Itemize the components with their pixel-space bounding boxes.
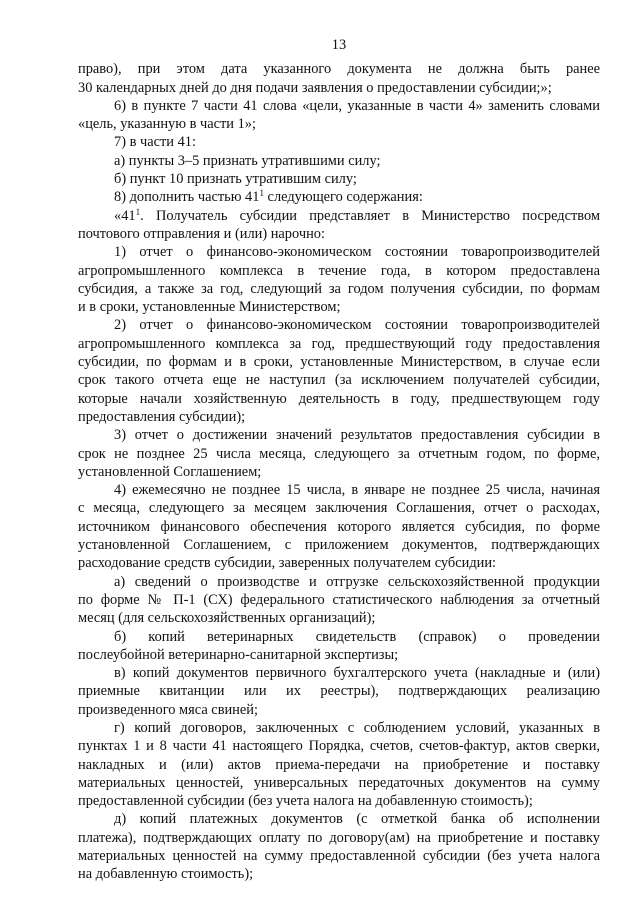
text-line — [78, 829, 600, 847]
text-line-content: агропромышленного комплекса в течение года, в котором предоставлена — [78, 262, 600, 279]
text-line-content: материальных ценностей на сумму предоставленной субсидии (без учета налога — [78, 848, 600, 865]
superscript: 1 — [259, 188, 264, 199]
text-line-content: произведенного мяса свиней; — [78, 701, 258, 718]
text-line — [78, 664, 600, 682]
text-line — [78, 554, 600, 572]
text-line-content: в) копий документов первичного бухгалтерского учета (накладные и (или) — [114, 665, 600, 682]
text-line — [78, 756, 600, 774]
text-line — [78, 97, 600, 115]
text-line — [78, 133, 600, 151]
text-line-content: право), при этом дата указанного документа не должна быть ранее — [78, 61, 600, 78]
text-line — [78, 463, 600, 481]
text-line-content: 8) дополнить частью 41 — [114, 189, 260, 206]
text-line — [78, 60, 600, 78]
text-line — [78, 719, 600, 737]
text-line-content: 6) в пункте 7 части 41 слова «цели, указанные в части 4» заменить словами — [114, 97, 600, 114]
text-line-content: расходование средств субсидии, заверенных получателем субсидии: — [78, 555, 497, 572]
text-line — [78, 847, 600, 865]
text-line — [78, 774, 600, 792]
text-line — [78, 792, 600, 810]
text-line-content: срок не позднее 25 числа месяца, следующего за отчетным годом, по форме, — [78, 445, 600, 462]
page-number: 13 — [331, 37, 347, 53]
text-line — [78, 390, 600, 408]
text-line — [78, 188, 600, 206]
text-line-content: установленной Соглашением; — [78, 463, 262, 480]
text-line-content: б) пункт 10 признать утратившим силу; — [114, 171, 357, 188]
text-line-content: с месяца, следующего за месяцем заключения Соглашения, отчет о расходах, — [78, 500, 600, 517]
superscript: 1 — [135, 206, 141, 217]
text-line — [78, 335, 600, 353]
text-line-content: б) копий ветеринарных свидетельств (справок) о проведении — [114, 628, 600, 645]
text-line — [78, 243, 600, 261]
text-line-content: срок такого отчета еще не наступил (за исключением получателей субсидии, — [78, 372, 600, 389]
document-body — [78, 60, 600, 883]
text-line — [78, 445, 600, 463]
text-line-content: г) копий договоров, заключенных с соблюдением условий, указанных в — [114, 719, 600, 736]
text-line-content: и в сроки, установленные Министерством; — [78, 299, 341, 316]
text-line-content: платежа), подтверждающих оплату по договору(ам) на приобретение и поставку — [78, 829, 600, 846]
text-line-content: материальных ценностей, универсальных передаточных документов на сумму — [78, 774, 600, 791]
text-line-content: субсидия, а также за год, следующий за годом получения субсидии, по формам — [78, 280, 600, 297]
text-line — [78, 701, 600, 719]
text-line — [78, 115, 600, 133]
text-line — [78, 152, 600, 170]
text-line — [78, 408, 600, 426]
text-line-content: предоставленной субсидии (без учета налога на добавленную стоимость); — [78, 793, 533, 810]
text-line-content: 1) отчет о финансово-экономическом состоянии товаропроизводителей — [114, 244, 600, 261]
text-line-content: по форме № П-1 (СХ) федерального статистического наблюдения за отчетный — [78, 591, 600, 608]
text-line-content: источником финансового обеспечения которого является субсидия, по форме — [78, 518, 600, 535]
text-line — [78, 518, 600, 536]
text-line — [78, 737, 600, 755]
text-line-content: д) копий платежных документов (с отметкой банка об исполнении — [114, 811, 600, 828]
text-line-content: «41 — [114, 207, 136, 224]
text-line-content: субсидии, по формам и в сроки, установленные Министерством, в случае если — [78, 354, 600, 371]
text-line-content: установленной Соглашением, с приложением документов, подтверждающих — [78, 537, 600, 554]
text-line — [78, 810, 600, 828]
text-line-content: накладных и (или) актов приема-передачи на приобретение и поставку — [78, 756, 600, 773]
text-line-continuation: . Получатель субсидии представляет в Министерство посредством — [140, 207, 600, 224]
text-line — [78, 298, 600, 316]
text-line-content: 4) ежемесячно не позднее 15 числа, в январе не позднее 25 числа, начиная — [114, 482, 600, 499]
text-line — [78, 426, 600, 444]
text-line — [78, 353, 600, 371]
text-line — [78, 316, 600, 334]
text-line-content: «цель, указанную в части 1»; — [78, 116, 256, 133]
text-line — [78, 499, 600, 517]
text-line-content: 2) отчет о финансово-экономическом состоянии товаропроизводителей — [114, 317, 600, 334]
text-line — [78, 609, 600, 627]
text-line — [78, 262, 600, 280]
text-line-content: пунктах 1 и 8 части 41 настоящего Порядка, счетов, счетов-фактур, актов сверки, — [78, 738, 600, 755]
text-line — [78, 481, 600, 499]
text-line-content: приемные квитанции или их реестры), подтверждающих реализацию — [78, 683, 600, 700]
text-line — [78, 79, 600, 97]
text-line — [78, 536, 600, 554]
text-line-content: агропромышленного комплекса за год, предшествующий году предоставления — [78, 335, 600, 352]
text-line-content: а) пункты 3–5 признать утратившими силу; — [114, 152, 381, 169]
text-line-continuation: следующего содержания: — [263, 189, 423, 206]
text-line-content: почтового отправления и (или) нарочно: — [78, 225, 325, 242]
text-line-content: послеубойной ветеринарно-санитарной экспертизы; — [78, 646, 399, 663]
text-line — [78, 573, 600, 591]
text-line — [78, 591, 600, 609]
text-line — [78, 225, 600, 243]
text-line-content: которые начали хозяйственную деятельность в году, предшествующем году — [78, 390, 600, 407]
text-line — [78, 865, 600, 883]
text-line-content: 7) в части 41: — [114, 134, 196, 151]
text-line-content: месяц (для сельскохозяйственных организаций); — [78, 610, 376, 627]
text-line-content: 30 календарных дней до дня подачи заявления о предоставлении субсидии;»; — [78, 79, 552, 96]
text-line-content: предоставления субсидии); — [78, 408, 246, 425]
text-line — [78, 280, 600, 298]
text-line — [78, 682, 600, 700]
text-line — [78, 628, 600, 646]
text-line — [78, 371, 600, 389]
text-line — [78, 207, 600, 225]
text-line — [78, 646, 600, 664]
text-line-content: а) сведений о производстве и отгрузке сельскохозяйственной продукции — [114, 573, 600, 590]
text-line-content: 3) отчет о достижении значений результатов предоставления субсидии в — [114, 427, 600, 444]
text-line-content: на добавленную стоимость); — [78, 866, 254, 883]
text-line — [78, 170, 600, 188]
